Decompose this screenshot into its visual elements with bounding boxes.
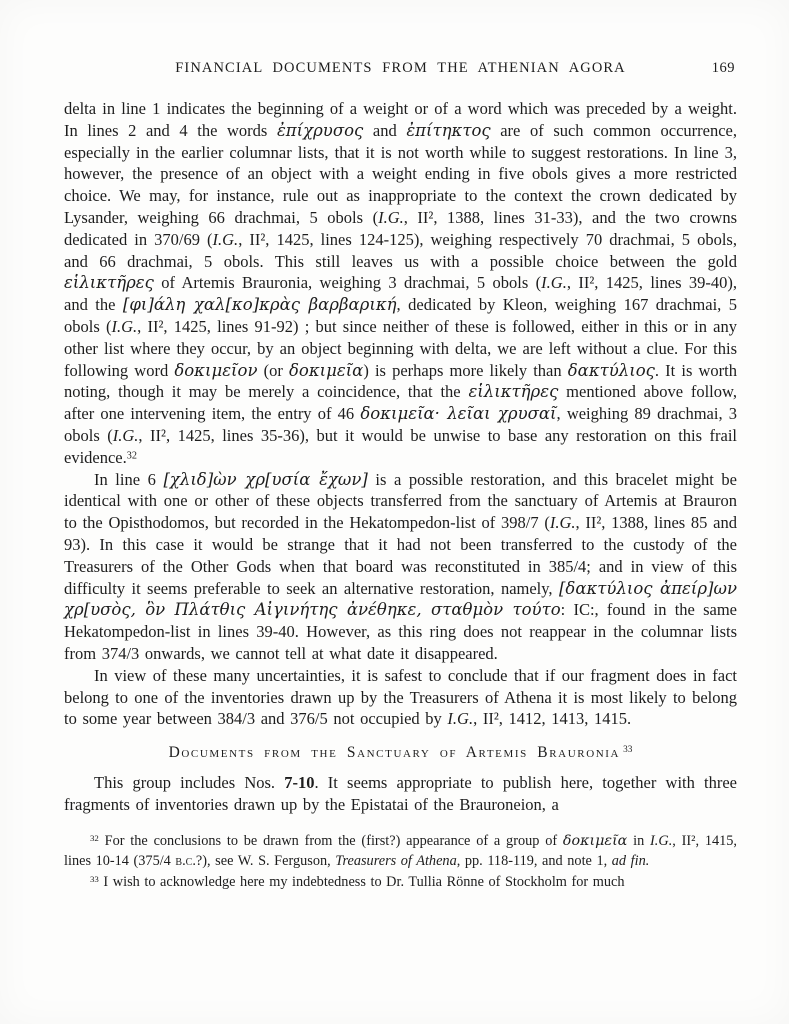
body-paragraph: In line 6 [χλιδ]ὼν χρ[υσία ἔχων] is a possible restoration, and this bracelet might be identical with one or other of these objects transferred from the sanctuary of Artemis at Brauron to the Opisthodomos, but recorded in the Hekatompedon-list of 398/7 (I.G., II², 1388, lines 85 and 93). In this case it would be strange that it had not been transferred to the custody of the Treasurers of the Other Gods when that board was reconstituted in 385/4; and in view of this difficulty it seems preferable to seek an alternative restoration, namely, [δακτύλιος ἀπείρ]ων χρ[υσὸς, ὃν Πλάτθις Αἰγινήτης ἀνέθηκε, σταθμὸν τούτο: ΙϹ:, found in the same Hekatompedon-list in lines 39-40. However, as this ring does not reappear in the columnar lists from 374/3 onwards, we cannot tell at what date it disappeared. xyxy=(64,469,737,663)
section-heading-text: Documents from the Sanctuary of Artemis Brauronia xyxy=(168,744,621,762)
body-paragraph: In view of these many uncertainties, it is safest to conclude that if our fragment does in fact belong to one of the inventories drawn up by the Treasurers of Athena it is most likely to belong to some year between 384/3 and 376/5 not occupied by I.G., II², 1412, 1413, 1415. xyxy=(64,665,737,729)
section-body xyxy=(64,772,737,816)
footnote: $^{32}$ For the conclusions to be drawn from the (first?) appearance of a group of δοκιμεῖα in I.G., II², 1415, lines 10-14 (375/4 b.c.?), see W. S. Ferguson, Treasurers of Athena, pp. 118-119, and note 1, ad fin. xyxy=(64,832,737,870)
section-heading-footnote-ref: 33 xyxy=(623,745,633,756)
page-number: 169 xyxy=(711,60,735,76)
page-header xyxy=(64,60,737,77)
footnotes-block xyxy=(64,831,737,892)
section-paragraph: This group includes Nos. 7-10. It seems appropriate to publish here, together with three fragments of inventories drawn up by the Epistatai of the Brauroneion, a xyxy=(64,773,738,814)
body-paragraph: delta in line 1 indicates the beginning of a weight or of a word which was preceded by a weight. In lines 2 and 4 the words ἐπίχρυσος and ἐπίτηκτος are of such common occurrence, especially in the earlier columnar lists, that it is not worth while to suggest restorations. In line 3, however, the presence of an object with a weight ending in five obols gives a more restricted choice. We may, for instance, rule out as inappropriate to the context the crown dedicated by Lysander, weighing 66 drachmai, 5 obols (I.G., II², 1388, lines 31-33), and the two crowns dedicated in 370/69 (I.G., II², 1425, lines 124-125), weighing respectively 70 drachmai, 5 obols, and 66 drachmai, 5 obols. This still leaves us with a possible choice between the gold εἱλικτῆρες of Artemis Brauronia, weighing 3 drachmai, 5 obols (I.G., II², 1425, lines 39-40), and the [φι]άλη χαλ[κο]κρὰς βαρβαρική, dedicated by Kleon, weighing 167 drachmai, 5 obols (I.G., II², 1425, lines 91-92) ; but since neither of these is followed, either in this or in any other list where they occur, by an object beginning with delta, we are left without a clue. For this following word δοκιμεῖον (or δοκιμεῖα) is perhaps more likely than δακτύλιος. It is worth noting, though it may be merely a coincidence, that the εἱλικτῆρες mentioned above follow, after one intervening item, the entry of 46 δοκιμεῖα· λεῖαι χρυσαῖ, weighing 89 drachmai, 3 obols (I.G., II², 1425, lines 35-36), but it would be unwise to base any restoration on this frail evidence.$^{32}$ xyxy=(64,99,738,467)
running-head-title: FINANCIAL DOCUMENTS FROM THE ATHENIAN AGORA xyxy=(175,60,626,76)
section-heading xyxy=(64,744,737,762)
footnote: $^{33}$ I wish to acknowledge here my indebtedness to Dr. Tullia Rönne of Stockholm for much xyxy=(90,873,625,890)
article-body xyxy=(64,98,737,730)
